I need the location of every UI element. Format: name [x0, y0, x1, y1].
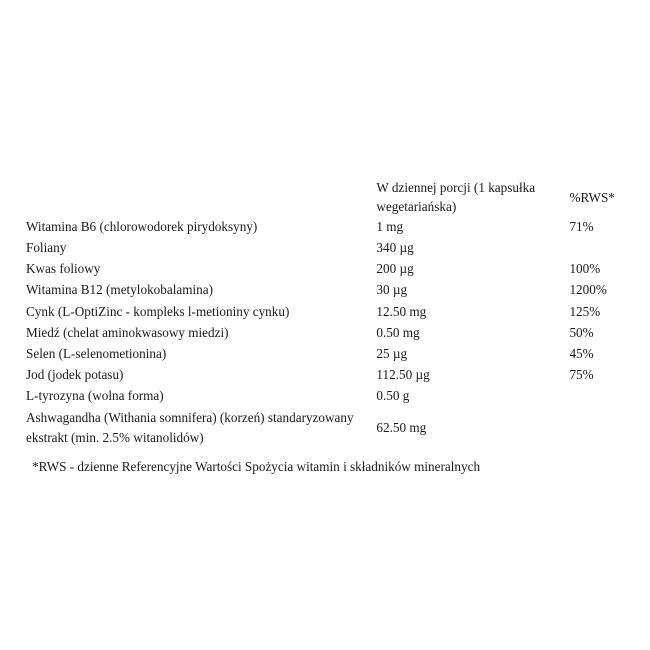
column-header-ingredient — [26, 178, 376, 217]
cell-ingredient-name: Cynk (L-OptiZinc - kompleks l-metioniny cynku) — [26, 303, 290, 319]
cell-amount-per-serving: 30 µg — [376, 282, 408, 298]
table-row — [26, 217, 626, 238]
cell-rws-percent: 50% — [569, 324, 594, 340]
cell-amount-per-serving: 25 µg — [376, 345, 408, 361]
table-body — [26, 217, 626, 448]
column-header-amount-per-serving: W dziennej porcji (1 kapsułka wegetariańska) — [376, 180, 536, 215]
cell-rws-percent — [569, 238, 626, 259]
cell-ingredient-name: Jod (jodek potasu) — [26, 367, 124, 383]
table-header — [26, 178, 626, 217]
cell-amount-per-serving: 200 µg — [376, 261, 414, 277]
cell-amount-per-serving: 0.50 g — [376, 388, 410, 404]
cell-rws-percent: 100% — [569, 261, 601, 277]
table-row — [26, 238, 626, 259]
table-row — [26, 280, 626, 301]
cell-ingredient-name: Kwas foliowy — [26, 261, 101, 277]
cell-amount-per-serving: 340 µg — [376, 240, 414, 255]
table-header-row — [26, 178, 626, 217]
column-header-rws-percent: %RWS* — [569, 189, 615, 205]
cell-ingredient-name: Witamina B12 (metylokobalamina) — [26, 282, 213, 298]
table-row — [26, 302, 626, 323]
cell-ingredient-name: Ashwagandha (Withania somnifera) (korzeń) standaryzowany ekstrakt (min. 2.5% witanolidów) — [26, 410, 354, 445]
cell-ingredient-name: L-tyrozyna (wolna forma) — [26, 388, 164, 404]
cell-amount-per-serving: 12.50 mg — [376, 303, 427, 319]
table-row — [26, 365, 626, 386]
table-row — [26, 386, 626, 407]
cell-ingredient-name: Miedź (chelat aminokwasowy miedzi) — [26, 324, 229, 340]
cell-rws-percent: 125% — [569, 303, 601, 319]
cell-ingredient-name: Witamina B6 (chlorowodorek pirydoksyny) — [26, 218, 258, 234]
cell-rws-percent — [569, 386, 626, 407]
table-row — [26, 344, 626, 365]
cell-ingredient-name: Selen (L-selenometionina) — [26, 345, 167, 361]
cell-rws-percent: 1200% — [569, 282, 607, 298]
cell-rws-percent — [569, 408, 626, 448]
cell-rws-percent: 75% — [569, 367, 594, 383]
rws-footnote: *RWS - dzienne Referencyjne Wartości Spożycia witamin i składników mineralnych — [32, 459, 481, 474]
cell-amount-per-serving: 112.50 µg — [376, 367, 430, 383]
cell-amount-per-serving: 62.50 mg — [376, 419, 427, 435]
cell-amount-per-serving: 1 mg — [376, 218, 404, 234]
cell-ingredient-name: Foliany — [26, 240, 67, 255]
table-row — [26, 408, 626, 448]
cell-amount-per-serving: 0.50 mg — [376, 324, 420, 340]
nutrition-facts-table — [26, 178, 626, 448]
cell-rws-percent: 71% — [569, 218, 594, 234]
table-row — [26, 323, 626, 344]
table-row — [26, 259, 626, 280]
cell-rws-percent: 45% — [569, 345, 594, 361]
